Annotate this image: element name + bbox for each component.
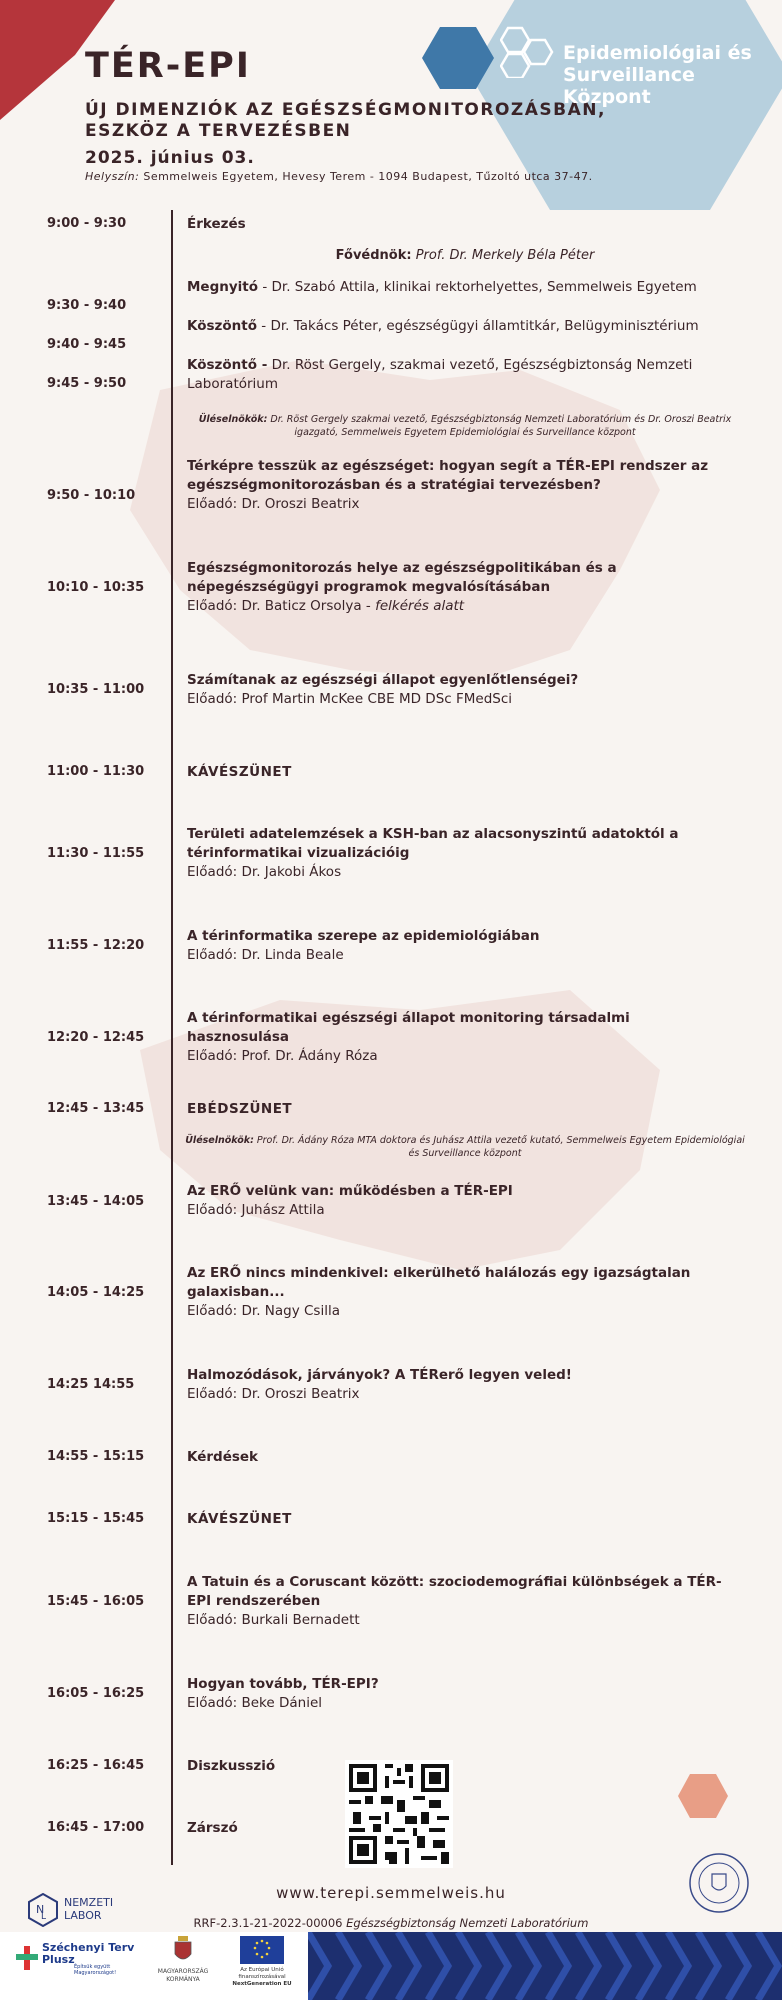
session-11 <box>187 1675 727 1713</box>
time-welcome-1: 9:40 - 9:45 <box>47 337 127 352</box>
szechenyi-cross-icon <box>16 1946 38 1970</box>
session-title: A Tatuin és a Coruscant között: szociodemográfiai különbségek a TÉR-EPI rendszerében <box>187 1574 722 1609</box>
subtitle-line-1: ÚJ DIMENZIÓK AZ EGÉSZSÉGMONITOROZÁSBAN, <box>85 100 606 120</box>
session-speaker: Előadó: Prof Martin McKee CBE MD DSc FMedSci <box>187 691 513 707</box>
semmelweis-university-seal <box>688 1852 750 1914</box>
time-session-5: 11:55 - 12:20 <box>47 938 145 953</box>
event-welcome-2 <box>187 356 727 394</box>
szechenyi-line-2: Plusz <box>42 1953 75 1966</box>
eu-logo <box>232 1936 292 1996</box>
session-title: A térinformatikai egészségi állapot monitoring társadalmi hasznosulása <box>187 1010 630 1045</box>
time-session-4: 11:30 - 11:55 <box>47 846 145 861</box>
venue-label: Helyszín: <box>85 170 140 183</box>
session-3 <box>187 671 727 709</box>
session-speaker: Előadó: Dr. Jakobi Ákos <box>187 864 342 880</box>
event-arrival <box>187 215 727 234</box>
nemzeti-line-2: LABOR <box>64 1909 102 1922</box>
brand-line-2: Surveillance Központ <box>563 64 695 108</box>
session-9 <box>187 1366 727 1404</box>
session-title: Halmozódások, járványok? A TÉRerő legyen veled! <box>187 1367 572 1383</box>
time-session-6: 12:20 - 12:45 <box>47 1030 145 1045</box>
event-label: Érkezés <box>187 216 246 232</box>
session-speaker: Előadó: Dr. Linda Beale <box>187 947 344 963</box>
break-lunch: EBÉDSZÜNET <box>187 1101 293 1117</box>
website-link[interactable]: www.terepi.semmelweis.hu <box>276 1884 506 1902</box>
break-coffee-2: KÁVÉSZÜNET <box>187 1511 292 1527</box>
event-welcome-1 <box>187 317 727 336</box>
time-coffee-2: 15:15 - 15:45 <box>47 1511 145 1526</box>
event-label: Diszkusszió <box>187 1758 276 1774</box>
session-speaker: Előadó: Dr. Oroszi Beatrix <box>187 496 360 512</box>
event-venue <box>85 170 593 183</box>
venue-text: Semmelweis Egyetem, Hevesy Terem - 1094 Budapest, Tűzoltó utca 37-47. <box>143 170 593 183</box>
session-title: Térképre tesszük az egészséget: hogyan segít a TÉR-EPI rendszer az egészségmonitorozásban és a stratégiai tervezésben? <box>187 458 709 493</box>
session-speaker: Előadó: Dr. Oroszi Beatrix <box>187 1386 360 1402</box>
timeline-line <box>171 210 173 1865</box>
time-session-9: 14:25 14:55 <box>47 1377 135 1392</box>
nemzeti-labor-hex-icon <box>28 1893 58 1927</box>
session-speaker: Előadó: Beke Dániel <box>187 1695 323 1711</box>
session-chairs-2 <box>185 1134 745 1160</box>
role-label: Köszöntő - <box>187 357 268 373</box>
event-opening <box>187 278 727 297</box>
szechenyi-tagline: Építsük együtt Magyarországot! <box>74 1964 117 1976</box>
magyarorszag-kormanya-logo <box>148 1936 218 1996</box>
time-session-2: 10:10 - 10:35 <box>47 580 145 595</box>
session-title: Az ERŐ velünk van: működésben a TÉR-EPI <box>187 1183 513 1199</box>
page-subtitle <box>85 100 606 142</box>
szechenyi-line-1: Széchenyi Terv <box>42 1941 135 1954</box>
speaker-note: felkérés alatt <box>375 598 465 614</box>
eu-line-2: finanszírozásával <box>238 1974 286 1980</box>
time-session-1: 9:50 - 10:10 <box>47 488 136 503</box>
rrf-code: RRF-2.3.1-21-2022-00006 <box>193 1916 343 1930</box>
role-label: Köszöntő <box>187 318 258 334</box>
session-speaker: Előadó: Prof. Dr. Ádány Róza <box>187 1048 378 1064</box>
eu-line-1: Az Európai Unió <box>240 1967 284 1973</box>
time-welcome-2: 9:45 - 9:50 <box>47 376 127 391</box>
hexagon-logo-icon <box>500 26 560 78</box>
chairs-text: Prof. Dr. Ádány Róza MTA doktora és Juhász Attila vezető kutató, Semmelweis Egyetem Epidemiológiai és Surveillance központ <box>253 1135 745 1159</box>
chevron-pattern <box>308 1932 782 2000</box>
chairs-label: Üléselnökök: <box>185 1135 254 1146</box>
event-label: Kérdések <box>187 1449 259 1465</box>
session-6 <box>187 1009 727 1066</box>
time-questions: 14:55 - 15:15 <box>47 1449 145 1464</box>
event-date: 2025. június 03. <box>85 148 255 168</box>
qr-code[interactable] <box>345 1760 453 1868</box>
time-coffee-1: 11:00 - 11:30 <box>47 764 145 779</box>
session-title: Hogyan tovább, TÉR-EPI? <box>187 1676 379 1692</box>
svg-text:N: N <box>36 1903 45 1916</box>
eu-line-3: NextGeneration EU <box>232 1981 292 1987</box>
session-title: Területi adatelemzések a KSH-ban az alacsonyszintű adatoktól a térinformatikai vizualizációig <box>187 826 679 861</box>
session-title: Egészségmonitorozás helye az egészségpolitikában és a népegészségügyi programok megvalósításában <box>187 560 617 595</box>
nemzeti-line-1: NEMZETI <box>64 1896 114 1909</box>
event-discussion <box>187 1757 727 1776</box>
brand-name <box>563 42 782 108</box>
mk-line-1: MAGYARORSZÁG <box>157 1968 209 1975</box>
eu-flag-icon <box>240 1936 284 1964</box>
brand-line-1: Epidemiológiai és <box>563 42 752 64</box>
role-text: Dr. Röst Gergely, szakmai vezető, Egészségbiztonság Nemzeti Laboratórium <box>187 357 693 392</box>
chairs-label: Üléselnökök: <box>198 414 268 425</box>
speaker-name: Előadó: Dr. Baticz Orsolya - <box>187 598 376 614</box>
time-arrival: 9:00 - 9:30 <box>47 216 127 231</box>
session-2 <box>187 559 727 616</box>
patron-label: Fővédnök: <box>335 248 412 263</box>
break-coffee-1: KÁVÉSZÜNET <box>187 764 292 780</box>
svg-text:L: L <box>41 1912 47 1922</box>
rrf-name: Egészségbiztonság Nemzeti Laboratórium <box>342 1916 589 1930</box>
session-10 <box>187 1573 727 1630</box>
time-opening: 9:30 - 9:40 <box>47 298 127 313</box>
session-title: Számítanak az egészségi állapot egyenlőtlenségei? <box>187 672 579 688</box>
nemzeti-labor-logo <box>28 1893 138 1929</box>
session-5 <box>187 927 727 965</box>
peach-hexagon <box>678 1774 728 1818</box>
session-1 <box>187 457 727 514</box>
event-label: Zárszó <box>187 1820 238 1836</box>
time-session-7: 13:45 - 14:05 <box>47 1194 145 1209</box>
session-speaker: Előadó: Dr. Nagy Csilla <box>187 1303 340 1319</box>
role-text: - Dr. Takács Péter, egészségügyi államtitkár, Belügyminisztérium <box>257 318 699 334</box>
patron-name: Prof. Dr. Merkely Béla Péter <box>415 248 595 263</box>
chairs-text: Dr. Röst Gergely szakmai vezető, Egészségbiztonság Nemzeti Laboratórium és Dr. Oroszi Beatrix igazgató, Semmelweis Egyetem Epidemiológiai és Surveillance központ <box>267 414 732 438</box>
session-speaker: Előadó: Burkali Bernadett <box>187 1612 360 1628</box>
session-7 <box>187 1182 727 1220</box>
event-questions <box>187 1448 727 1467</box>
session-speaker <box>187 597 727 616</box>
role-text: - Dr. Szabó Attila, klinikai rektorhelyettes, Semmelweis Egyetem <box>258 279 697 295</box>
session-8 <box>187 1264 727 1321</box>
blue-hexagon <box>422 27 494 89</box>
session-speaker: Előadó: Juhász Attila <box>187 1202 325 1218</box>
time-session-8: 14:05 - 14:25 <box>47 1285 145 1300</box>
session-title: Az ERŐ nincs mindenkivel: elkerülhető halálozás egy igazságtalan galaxisban... <box>187 1265 691 1300</box>
time-closing: 16:45 - 17:00 <box>47 1820 145 1835</box>
page-title: TÉR-EPI <box>85 46 251 86</box>
szechenyi-terv-logo <box>16 1940 136 1990</box>
time-lunch: 12:45 - 13:45 <box>47 1101 145 1116</box>
coat-of-arms-icon <box>173 1936 193 1964</box>
subtitle-line-2: ESZKÖZ A TERVEZÉSBEN <box>85 121 352 141</box>
session-4 <box>187 825 727 882</box>
time-discussion: 16:25 - 16:45 <box>47 1758 145 1773</box>
time-session-10: 15:45 - 16:05 <box>47 1594 145 1609</box>
time-session-11: 16:05 - 16:25 <box>47 1686 145 1701</box>
session-title: A térinformatika szerepe az epidemiológiában <box>187 928 540 944</box>
mk-line-2: KORMÁNYA <box>166 1976 200 1983</box>
session-chairs-1 <box>185 413 745 439</box>
time-session-3: 10:35 - 11:00 <box>47 682 145 697</box>
patron <box>185 248 745 263</box>
event-closing <box>187 1819 727 1838</box>
role-label: Megnyitó <box>187 279 259 295</box>
